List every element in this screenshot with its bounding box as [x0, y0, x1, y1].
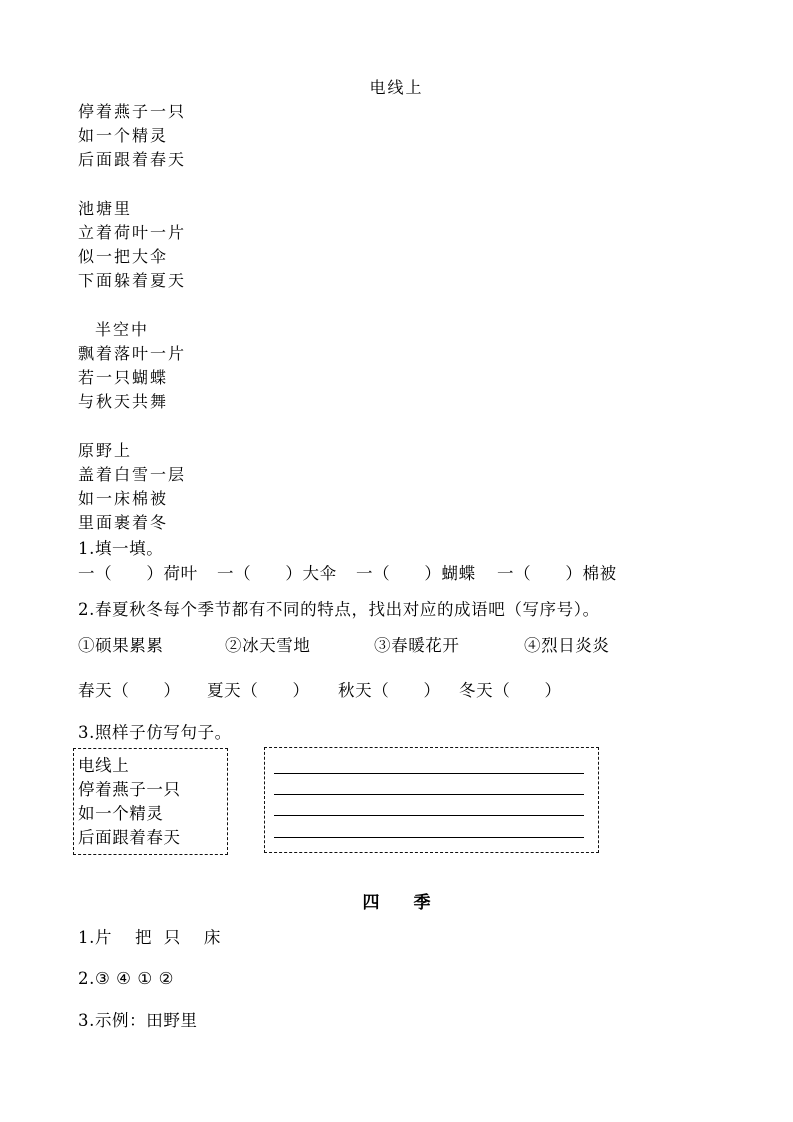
season-blank: 夏天（ ） [207, 681, 310, 700]
season-blank: 秋天（ ） [338, 681, 441, 700]
idiom-option: ②冰天雪地 [225, 636, 311, 655]
idiom-option: ③春暖花开 [374, 636, 460, 655]
question-3-prompt: 3.照样子仿写句子。 [78, 723, 232, 742]
poem-line: 半空中 [95, 320, 150, 339]
poem-line: 停着燕子一只 [78, 102, 187, 121]
poem-line: 池塘里 [78, 199, 133, 218]
answer-1: 1.片 把 只 床 [78, 928, 221, 947]
answer-key-title: 四 季 [362, 893, 431, 913]
season-blank: 春天（ ） [78, 681, 181, 700]
fill-blank-item: 一（ ）荷叶 [78, 564, 198, 583]
fill-blank-item: 一（ ）大伞 [217, 564, 337, 583]
poem-line: 如一床棉被 [78, 489, 169, 508]
poem-line: 若一只蝴蝶 [78, 368, 169, 387]
poem-line: 原野上 [78, 441, 133, 460]
fill-blank-item: 一（ ）棉被 [497, 564, 617, 583]
poem-line: 后面跟着春天 [78, 150, 187, 169]
answer-writing-line[interactable] [274, 794, 584, 795]
answer-2: 2.③ ④ ① ② [78, 969, 175, 988]
example-line: 后面跟着春天 [78, 828, 181, 847]
poem-line: 飘着落叶一片 [78, 344, 187, 363]
poem-line: 盖着白雪一层 [78, 465, 187, 484]
poem-line: 里面裹着冬 [78, 513, 169, 532]
answer-writing-line[interactable] [274, 815, 584, 816]
idiom-option: ④烈日炎炎 [524, 636, 610, 655]
example-line: 停着燕子一只 [78, 780, 181, 799]
idiom-option: ①硕果累累 [78, 636, 164, 655]
poem-line: 下面躲着夏天 [78, 271, 187, 290]
poem-line: 似一把大伞 [78, 247, 169, 266]
example-line: 如一个精灵 [78, 804, 164, 823]
example-line: 电线上 [78, 756, 130, 775]
answer-writing-line[interactable] [274, 773, 584, 774]
question-1-prompt: 1.填一填。 [78, 539, 164, 558]
answer-writing-line[interactable] [274, 837, 584, 838]
poem-line: 如一个精灵 [78, 126, 169, 145]
answer-3: 3.示例：田野里 [78, 1011, 198, 1030]
poem-title: 电线上 [369, 78, 424, 97]
season-blank: 冬天（ ） [459, 681, 562, 700]
question-2-prompt: 2.春夏秋冬每个季节都有不同的特点，找出对应的成语吧（写序号）。 [78, 600, 600, 619]
fill-blank-item: 一（ ）蝴蝶 [356, 564, 476, 583]
poem-line: 与秋天共舞 [78, 392, 169, 411]
poem-line: 立着荷叶一片 [78, 223, 187, 242]
